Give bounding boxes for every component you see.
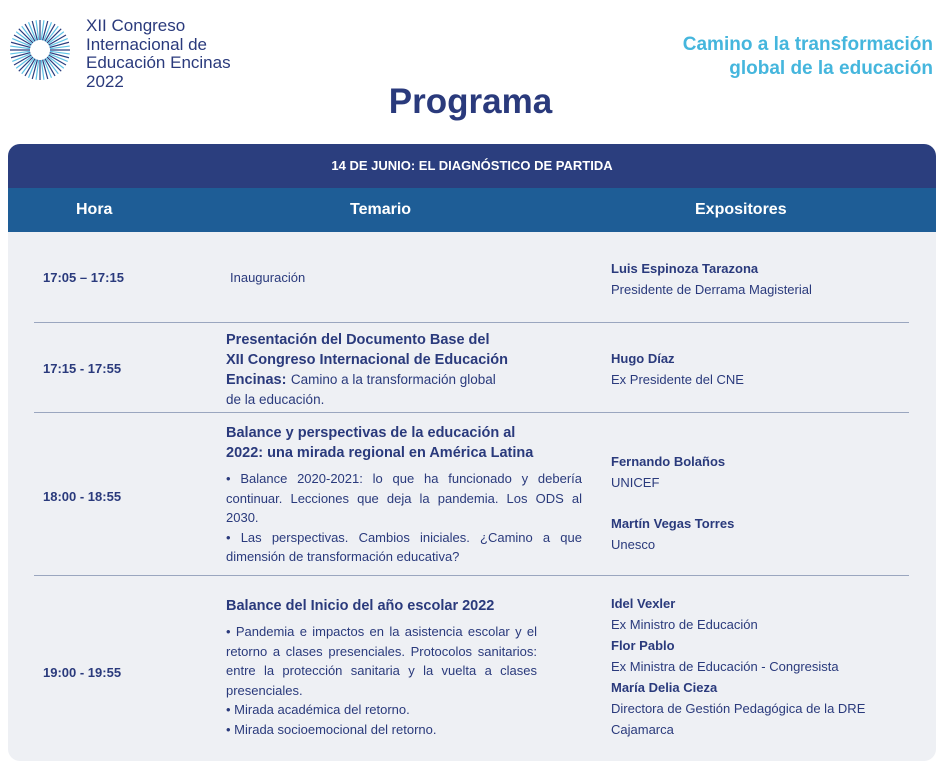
topic-bullet: • Balance 2020-2021: lo que ha funcionado y debería continuar. Lecciones que deja la pandemia. Los ODS al 2030. bbox=[226, 471, 582, 525]
topic-bullet: • Mirada académica del retorno. bbox=[226, 702, 410, 717]
row-4-time: 19:00 - 19:55 bbox=[43, 665, 122, 680]
speaker-role: Ex Ministro de Educación bbox=[611, 617, 758, 632]
row-3-time: 18:00 - 18:55 bbox=[43, 489, 122, 504]
speaker-role: Ex Ministra de Educación - Congresista bbox=[611, 659, 839, 674]
row-divider bbox=[34, 412, 909, 413]
row-2-topic bbox=[226, 330, 556, 410]
row-1-time: 17:05 – 17:15 bbox=[43, 270, 124, 285]
logo-line-2: Internacional de bbox=[86, 34, 207, 54]
speaker-name: Hugo Díaz bbox=[611, 351, 675, 366]
row-4-topic bbox=[226, 596, 537, 739]
column-header-temario: Temario bbox=[350, 201, 412, 218]
speaker-role: Presidente de Derrama Magisterial bbox=[611, 282, 812, 297]
column-header-hora: Hora bbox=[76, 201, 113, 218]
congress-logo bbox=[8, 18, 72, 82]
topic-title-line: XII Congreso Internacional de Educación bbox=[226, 352, 508, 368]
schedule-table bbox=[8, 144, 936, 761]
topic-bullet: • Mirada socioemocional del retorno. bbox=[226, 721, 437, 737]
row-divider bbox=[34, 575, 909, 576]
topic-description-line bbox=[226, 370, 556, 390]
speaker-name: Martín Vegas Torres bbox=[611, 516, 735, 531]
column-header-expositores: Expositores bbox=[695, 201, 787, 218]
day-title: 14 DE JUNIO: EL DIAGNÓSTICO DE PARTIDA bbox=[8, 144, 936, 188]
speaker-role: Unesco bbox=[611, 537, 656, 552]
topic-tail-2: de la educación. bbox=[226, 392, 325, 407]
tagline bbox=[683, 33, 933, 81]
row-1-speakers bbox=[611, 258, 812, 300]
logo-line-3: Educación Encinas bbox=[86, 53, 231, 72]
speaker-role: UNICEF bbox=[611, 475, 660, 490]
topic-title-line: 2022: una mirada regional en América Latina bbox=[226, 445, 534, 461]
speaker-name: Fernando Bolaños bbox=[611, 454, 726, 469]
topic-bold-lead: Encinas: bbox=[226, 372, 287, 388]
speaker-name: Flor Pablo bbox=[611, 638, 675, 653]
row-3-topic bbox=[226, 423, 582, 567]
row-1-topic: Inauguración bbox=[230, 270, 306, 285]
table-header bbox=[8, 188, 936, 232]
page-title: Programa bbox=[388, 82, 553, 121]
congress-name bbox=[86, 17, 231, 91]
row-2-time: 17:15 - 17:55 bbox=[43, 361, 122, 376]
topic-title-line: Balance del Inicio del año escolar 2022 bbox=[226, 598, 495, 614]
speaker-role: Ex Presidente del CNE bbox=[611, 372, 744, 387]
logo-line-4: 2022 bbox=[86, 71, 124, 91]
row-4-speakers bbox=[611, 593, 911, 740]
logo-line-1: XII Congreso bbox=[86, 16, 186, 35]
speaker-name: Idel Vexler bbox=[611, 596, 676, 611]
speaker-name: María Delia Cieza bbox=[611, 680, 718, 695]
speaker-name: Luis Espinoza Tarazona bbox=[611, 261, 759, 276]
tagline-line-2: global de la educación bbox=[729, 58, 933, 79]
topic-bullet: • Pandemia e impactos en la asistencia escolar y el retorno a clases presenciales. Protocolos sanitarios: entre la protección sanitaria y la vuelta a clases presenciales. bbox=[226, 624, 537, 698]
row-2-speakers bbox=[611, 348, 744, 390]
topic-bullet: • Las perspectivas. Cambios iniciales. ¿Camino a que dimensión de transformación educativa? bbox=[226, 529, 582, 564]
sunburst-icon bbox=[8, 18, 72, 82]
row-divider bbox=[34, 322, 909, 323]
tagline-line-1: Camino a la transformación bbox=[682, 34, 933, 55]
row-3-speakers bbox=[611, 451, 734, 555]
topic-tail: Camino a la transformación global bbox=[290, 372, 496, 387]
speaker-role: Directora de Gestión Pedagógica de la DRE Cajamarca bbox=[611, 701, 866, 737]
topic-title-line: Presentación del Documento Base del bbox=[226, 332, 490, 348]
topic-title-line: Balance y perspectivas de la educación al bbox=[226, 425, 516, 441]
